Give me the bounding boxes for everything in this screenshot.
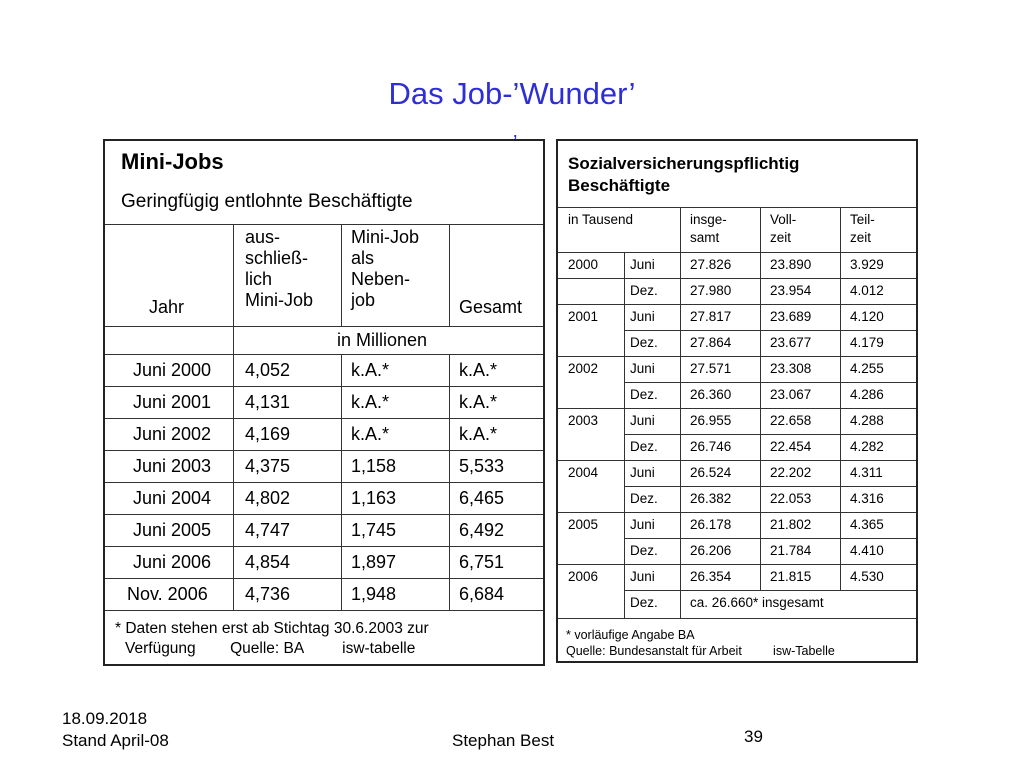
row-divider-half [624,434,916,435]
col-divider [233,225,234,327]
row-divider-half [624,590,916,591]
svp-title: Sozialversicherungspflichtig Beschäftigte [568,154,800,195]
row-divider-half [558,278,916,279]
col-divider [449,225,450,327]
table-row: Juni 2002 4,169 k.A.* k.A.* [105,419,543,451]
mini-jobs-table [103,139,545,666]
table-row: 2005 Juni 26.178 21.802 4.365 [568,517,884,532]
col-in-tausend: in Tausend [568,212,634,227]
svp-column-headers [558,208,916,253]
slide-author: Stephan Best [452,731,555,750]
table-row: 2004 Juni 26.524 22.202 4.311 [568,465,883,480]
row-divider-half [624,382,916,383]
col-divider [449,355,450,611]
mini-jobs-column-headers [105,225,543,327]
table-row: 2006 Juni 26.354 21.815 4.530 [568,569,884,584]
row-divider [558,304,916,305]
table-row: Juni 2004 4,802 1,163 6,465 [105,483,543,515]
mini-jobs-header [105,141,543,225]
col-divider [341,225,342,327]
col-jahr: Jahr [149,297,185,317]
table-row: Nov. 2006 4,736 1,948 6,684 [105,579,543,611]
table-row: 2002 Juni 27.571 23.308 4.255 [568,361,884,376]
col-insgesamt: insge- samt [690,212,727,245]
unit-label: in Millionen [337,330,428,350]
table-row: 2000 Juni 27.826 23.890 3.929 [568,257,884,272]
mini-jobs-title: Mini-Jobs [121,149,224,174]
col-divider [680,208,681,253]
table-row: Dez. 26.206 21.784 4.410 [630,543,884,558]
row-divider-half [624,486,916,487]
mini-jobs-footnote: * Daten stehen erst ab Stichtag 30.6.2003 zur Verfügung Quelle: BA isw-tabelle [115,620,429,657]
table-row: Dez. 26.746 22.454 4.282 [630,439,884,454]
row-divider-half [624,538,916,539]
col-vollzeit: Voll- zeit [770,212,797,245]
slide-date: 18.09.2018 Stand April-08 [62,709,169,750]
table-row: Juni 2003 4,375 1,158 5,533 [105,451,543,483]
svp-footnote: * vorläufige Angabe BA Quelle: Bundesanstalt für Arbeit isw-Tabelle [566,628,835,658]
table-row: Juni 2005 4,747 1,745 6,492 [105,515,543,547]
row-divider-half [624,330,916,331]
table-row: Dez. 26.382 22.053 4.316 [630,491,884,506]
col-ausschliesslich: aus- schließ- lich Mini-Job [245,227,314,310]
col-divider [760,208,761,253]
row-divider [558,408,916,409]
col-divider [840,208,841,253]
col-nebenjob: Mini-Job als Neben- job [351,227,420,310]
col-divider [341,355,342,611]
col-divider [840,253,841,591]
unit-row [105,327,543,355]
row-divider [558,512,916,513]
table-row: Dez. 26.360 23.067 4.286 [630,387,884,402]
table-row: Juni 2000 4,052 k.A.* k.A.* [105,355,543,387]
col-divider [624,253,625,618]
slide-title: Das Job-’Wunder’ [388,76,636,111]
slide-page-number: 39 [744,727,763,746]
row-divider [558,564,916,565]
table-row: 2003 Juni 26.955 22.658 4.288 [568,413,884,428]
col-divider [680,253,681,618]
table-row: Dez. 27.864 23.677 4.179 [630,335,884,350]
col-divider [233,327,234,611]
mini-jobs-subtitle: Geringfügig entlohnte Beschäftigte [121,191,413,212]
table-row: Dez. ca. 26.660* insgesamt [630,595,824,610]
svp-table [556,139,918,663]
table-row: 2001 Juni 27.817 23.689 4.120 [568,309,884,324]
svp-header [558,141,916,208]
stray-apostrophe: ’ [513,132,518,154]
col-gesamt: Gesamt [459,297,523,317]
row-divider [558,618,916,619]
row-divider [558,356,916,357]
table-row: Juni 2006 4,854 1,897 6,751 [105,547,543,579]
table-row: Dez. 27.980 23.954 4.012 [630,283,884,298]
col-teilzeit: Teil- zeit [850,212,875,245]
row-divider [558,460,916,461]
col-divider [760,253,761,591]
table-row: Juni 2001 4,131 k.A.* k.A.* [105,387,543,419]
